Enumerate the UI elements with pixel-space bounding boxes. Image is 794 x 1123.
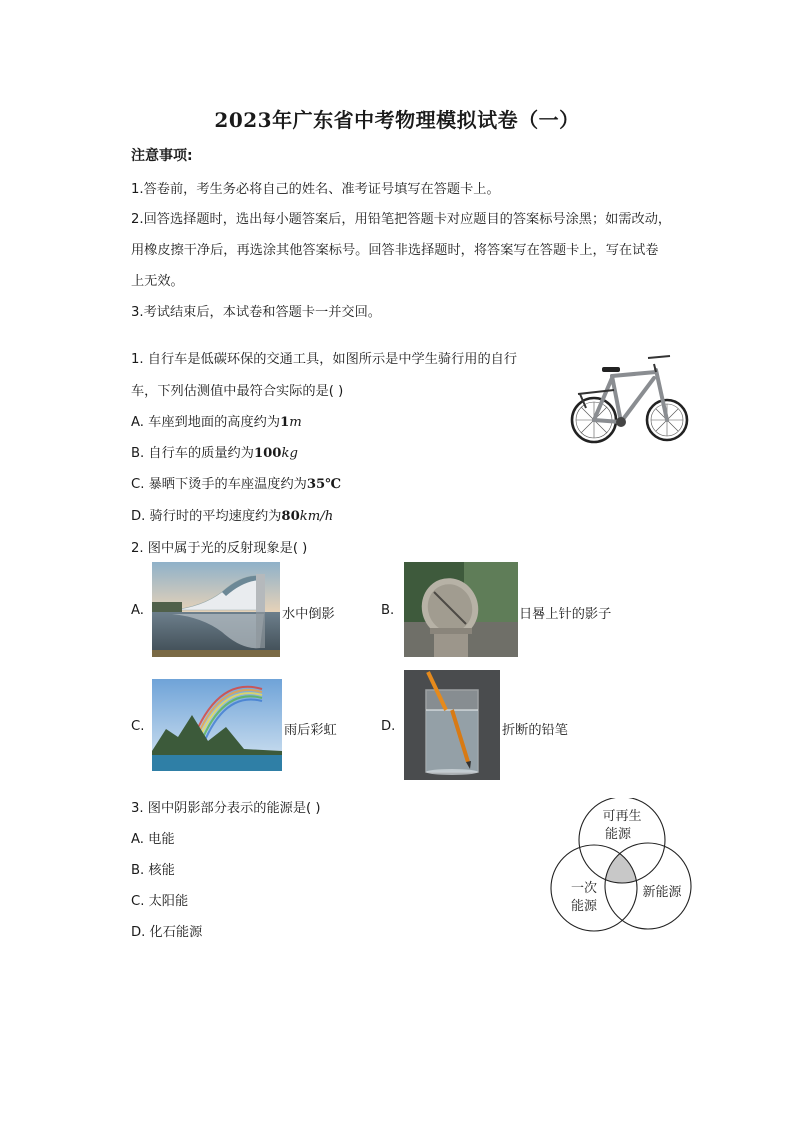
sundial-photo [404, 562, 518, 657]
notice-item-2-cont: 用橡皮擦干净后，再选涂其他答案标号。回答非选择题时，将答案写在答题卡上，写在试卷 [131, 243, 659, 258]
q1-option-d-text: D. 骑行时的平均速度约为 [131, 509, 282, 524]
q2-option-d-letter: D. [381, 719, 396, 734]
q3-option-c: C. 太阳能 [131, 894, 189, 909]
q1-option-a [131, 411, 302, 430]
venn-label-new: 新能源 [642, 885, 682, 900]
energy-venn-diagram [546, 798, 696, 934]
notice-item-3: 3.考试结束后，本试卷和答题卡一并交回。 [131, 305, 381, 320]
q1-option-a-value: 1 [280, 415, 290, 430]
venn-label-renewable-1: 可再生 [602, 809, 642, 824]
q2-option-a-caption: 水中倒影 [282, 607, 335, 622]
page-title: 2023年广东省中考物理模拟试卷（一） [214, 108, 580, 132]
q2-option-d-caption: 折断的铅笔 [502, 723, 568, 738]
q2-option-c-caption: 雨后彩虹 [284, 723, 337, 738]
q1-option-b-value: 100 [253, 446, 282, 461]
bicycle-image [566, 342, 692, 458]
q1-option-d-value: 80 [281, 509, 300, 524]
venn-label-primary-2: 能源 [570, 899, 598, 914]
q2-option-c-letter: C. [131, 719, 145, 734]
q1-option-b-text: B. 自行车的质量约为 [131, 446, 254, 461]
venn-label-primary-1: 一次 [570, 881, 598, 896]
rainbow-photo [152, 679, 282, 771]
q1-option-b [131, 442, 298, 461]
q3-option-b: B. 核能 [131, 863, 175, 878]
q1-option-a-unit: m [289, 415, 302, 430]
q3-option-d: D. 化石能源 [131, 925, 203, 940]
q1-option-c-value: 35℃ [306, 477, 341, 492]
q2-stem: 2. 图中属于光的反射现象是( ) [131, 541, 308, 556]
notice-item-1: 1.答卷前，考生务必将自己的姓名、准考证号填写在答题卡上。 [131, 182, 500, 197]
notice-heading: 注意事项: [131, 148, 193, 164]
q1-option-d [131, 505, 333, 524]
q1-option-b-unit: kg [281, 446, 298, 461]
q2-option-b-letter: B. [381, 603, 395, 618]
q3-stem: 3. 图中阴影部分表示的能源是( ) [131, 801, 321, 816]
q3-option-a: A. 电能 [131, 832, 175, 847]
q1-option-c [131, 473, 341, 492]
q1-option-c-text: C. 暴晒下烫手的车座温度约为 [131, 477, 307, 492]
q1-stem-line1: 1. 自行车是低碳环保的交通工具，如图所示是中学生骑行用的自行 [131, 352, 518, 367]
q1-stem-line2: 车，下列估测值中最符合实际的是( ) [131, 384, 344, 399]
q2-option-b-caption: 日晷上针的影子 [519, 607, 612, 622]
q1-option-d-unit: km/h [299, 509, 334, 524]
notice-item-2-end: 上无效。 [131, 274, 184, 289]
notice-item-2: 2.回答选择题时，选出每小题答案后，用铅笔把答题卡对应题目的答案标号涂黑；如需改动， [131, 212, 672, 227]
ski-jump-reflection-photo [152, 562, 280, 657]
venn-label-renewable-2: 能源 [604, 827, 632, 842]
q2-option-a-letter: A. [131, 603, 144, 618]
q1-option-a-text: A. 车座到地面的高度约为 [131, 415, 281, 430]
pencil-in-water-photo [404, 670, 500, 780]
